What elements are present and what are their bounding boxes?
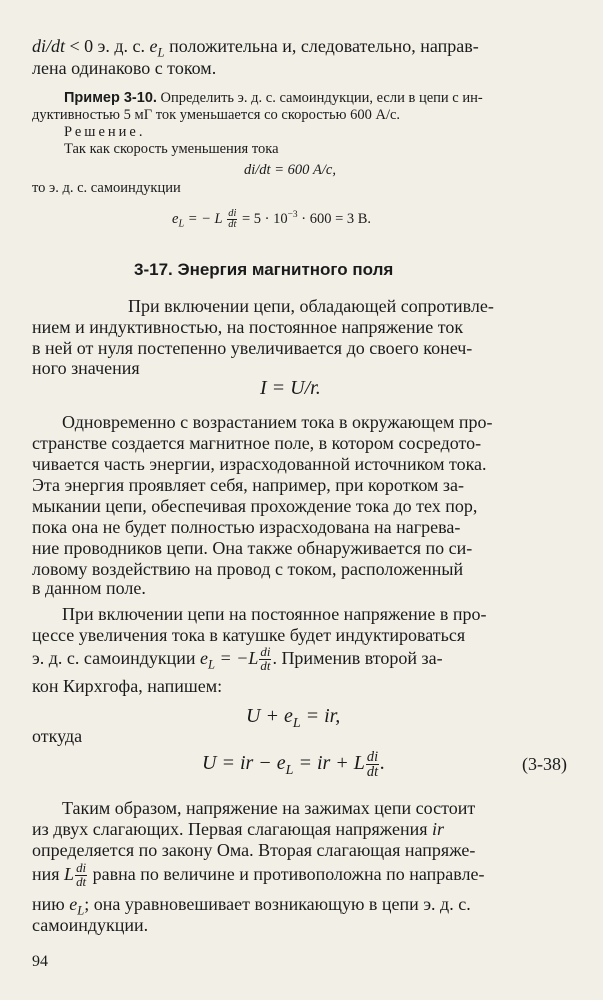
para4-line-4: ния L $\frac{di}{dt}$ равна по величине и противоположна по направле- [32,860,485,890]
para2-line-3: чивается часть энергии, израсходованной источником тока. [32,454,487,474]
para4-line-6: самоиндукции. [32,915,149,935]
solution-label: Решение. [64,124,146,140]
example-label: Пример 3-10. [64,90,157,106]
rate-line: Так как скорость уменьшения тока [64,141,279,157]
para1-line-2: нием и индуктивностью, на постоянное напряжение ток [32,317,464,337]
para2-line-6: пока она не будет полностью израсходована на нагрева- [32,517,461,537]
rate-equation: di/dt = 600 А/с, [244,162,336,178]
para1-line-4: ного значения [32,358,140,378]
para4-line-1: Таким образом, напряжение на зажимах цепи состоит [62,798,476,818]
para4-line-5: нию $e_L$; она уравновешивает возникающую в цепи э. д. с. [32,894,471,918]
para2-line-1: Одновременно с возрастанием тока в окружающем про- [62,412,493,432]
equation-number: (3-38) [522,754,567,774]
para3-line-1: При включении цепи на постоянное напряжение в про- [62,604,487,624]
ohm-equation: I = U/r. [260,377,321,399]
top-line-1: di/dt < 0 э. д. с. $e_L$ положительна и, следовательно, направ- [32,36,479,60]
then-line: то э. д. с. самоиндукции [32,180,181,196]
page-number: 94 [32,953,48,970]
example-text-1: Определить э. д. с. самоиндукции, если в цепи с ин- [160,90,483,106]
example-line-1 [64,90,483,107]
para2-line-2: странстве создается магнитное поле, в котором сосредото- [32,433,482,453]
para4-line-3: определяется по закону Ома. Вторая слагающая напряже- [32,840,476,860]
para3-line-3: э. д. с. самоиндукции $e_L = -L$ $\frac{di}{dt}$ . Применив второй за- [32,644,443,674]
para3-line-4: кон Кирхгофа, напишем: [32,676,223,696]
kirchhoff-equation: $U + e_L$ = ir, [246,705,341,731]
para3-line-2: цессе увеличения тока в катушке будет индуктироваться [32,625,466,645]
para2-line-7: ние проводников цепи. Она также обнаруживается по си- [32,538,473,558]
top-line-2: лена одинаково с током. [32,58,217,78]
para4-line-2: из двух слагающих. Первая слагающая напряжения ir [32,819,445,839]
example-line-2: дуктивностью 5 мГ ток уменьшается со скоростью 600 А/с. [32,107,401,123]
word-whence: откуда [32,726,83,746]
para1-line-3: в ней от нуля постепенно увеличивается до своего конеч- [32,338,473,358]
para2-line-9: в данном поле. [32,578,146,598]
emf-equation: $e_L$ = − L $\frac{di}{dt}$ = $5 \cdot 10^{-3} \cdot 600 = 3$ В. [172,207,372,230]
section-heading: 3-17. Энергия магнитного поля [134,260,394,279]
para1-line-1: При включении цепи, обладающей сопротивле- [128,296,494,316]
para2-line-8: ловому воздействию на провод с током, расположенный [32,559,464,579]
para2-line-5: мыкании цепи, обеспечивая прохождение тока до тех пор, [32,496,478,516]
main-equation: U = ir − $e_L$ = ir + L $\frac{di}{dt}$ . [202,748,386,780]
para2-line-4: Эта энергия проявляет себя, например, при коротком за- [32,475,464,495]
